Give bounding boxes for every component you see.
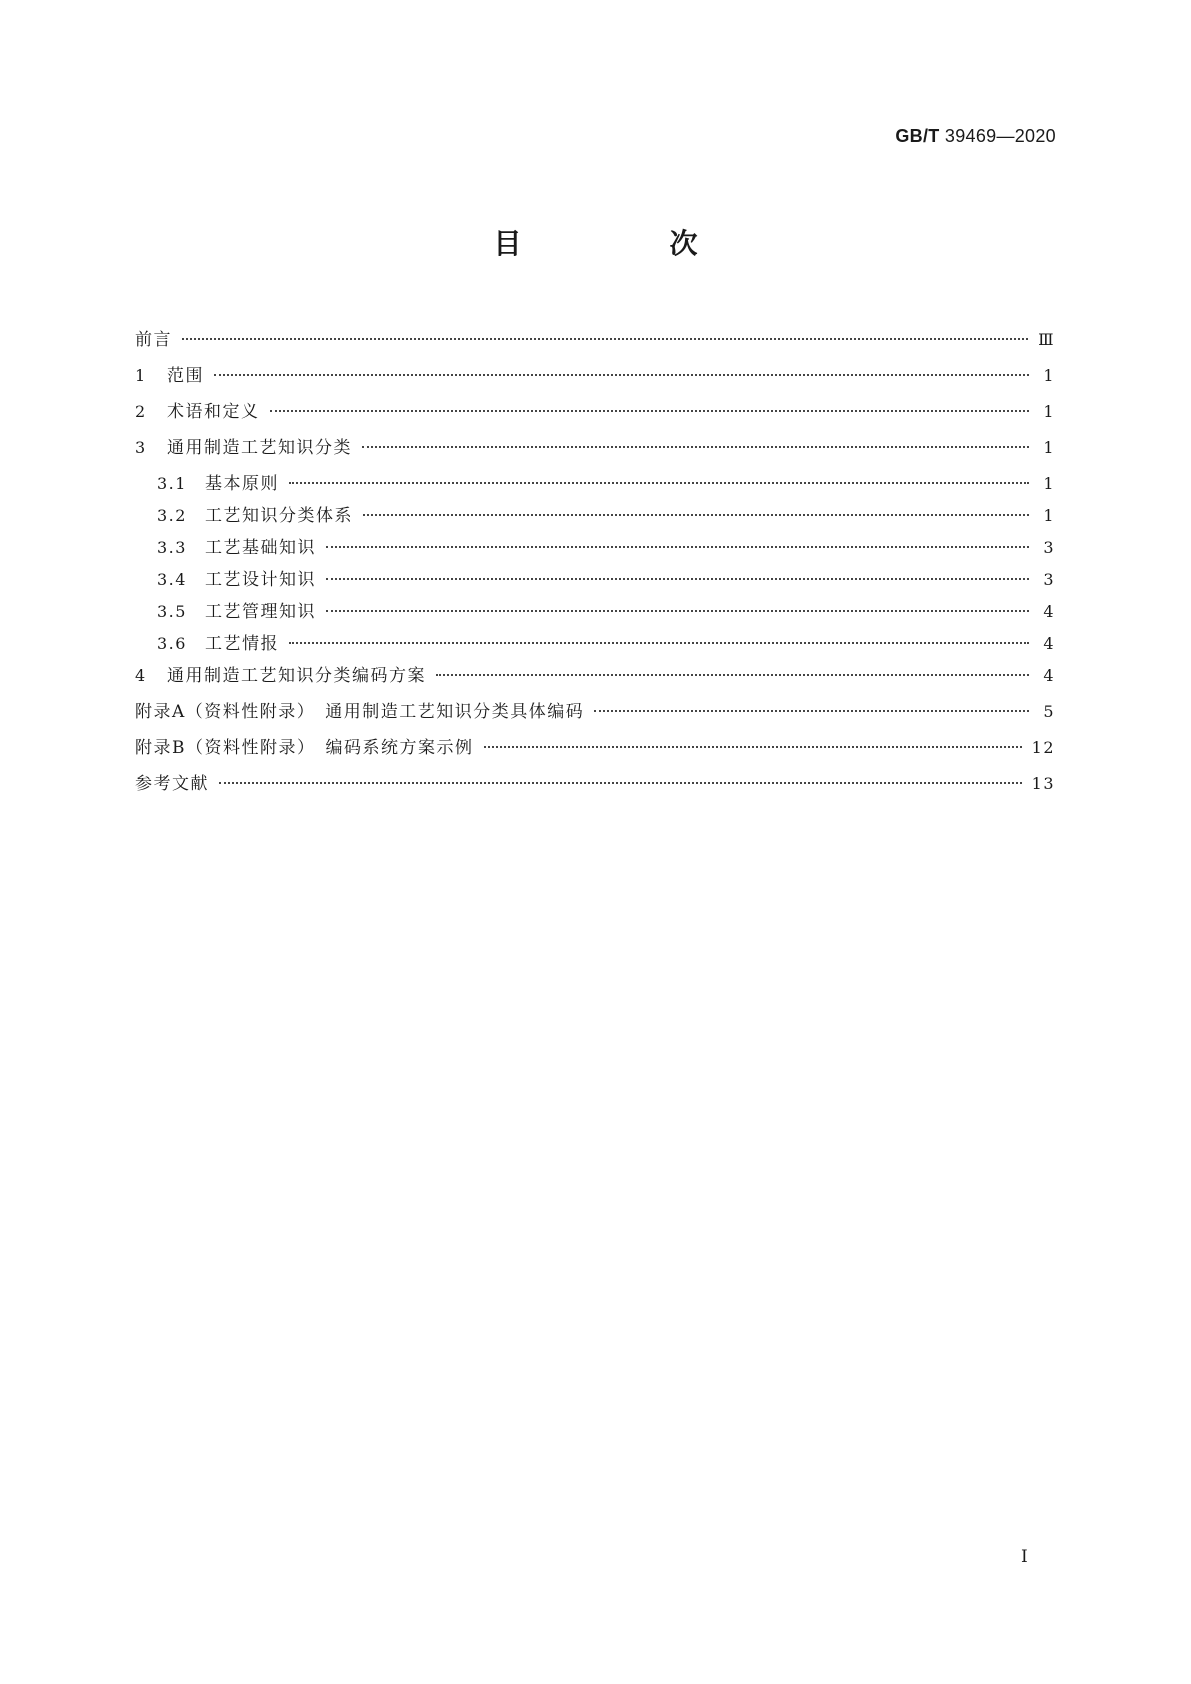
- toc-entry-number: 3: [135, 438, 147, 457]
- toc-entry-title: 工艺管理知识: [205, 602, 316, 622]
- toc-entry-page: 3: [1043, 570, 1055, 589]
- standard-code-number: 39469—2020: [944, 126, 1056, 146]
- toc-entry-title: 基本原则: [205, 474, 279, 494]
- toc-entry-page: 4: [1043, 666, 1055, 685]
- toc-entry[interactable]: [135, 469, 1055, 501]
- page-number: I: [1021, 1547, 1028, 1567]
- toc-entry[interactable]: [135, 769, 1055, 805]
- toc-entry[interactable]: [135, 397, 1055, 433]
- toc-entry[interactable]: [135, 733, 1055, 769]
- toc-entry-page: 4: [1043, 602, 1055, 621]
- toc-entry-page: 12: [1031, 738, 1055, 757]
- toc-entry-title: 工艺设计知识: [205, 570, 316, 590]
- toc-dot-leader: [289, 642, 1029, 644]
- toc-dot-leader: [219, 782, 1022, 784]
- toc-dot-leader: [363, 514, 1029, 516]
- standard-code: [895, 126, 1056, 147]
- toc-entry[interactable]: [135, 565, 1055, 597]
- page-title: 目 次: [493, 227, 758, 260]
- toc-entry-page: 5: [1043, 702, 1055, 721]
- toc-entry[interactable]: [135, 597, 1055, 629]
- toc-entry-page: 1: [1043, 402, 1055, 421]
- toc-entry-title: 范围: [167, 366, 204, 386]
- toc-entry-title: 附录A（资料性附录） 通用制造工艺知识分类具体编码: [135, 702, 585, 722]
- toc-entry-title: 工艺基础知识: [205, 538, 316, 558]
- toc-entry-title: 术语和定义: [167, 402, 260, 422]
- toc-entry-number: 3.2: [157, 506, 187, 525]
- toc-entry-number: 3.5: [157, 602, 187, 621]
- toc-entry-number: 4: [135, 666, 147, 685]
- toc-entry[interactable]: [135, 661, 1055, 697]
- toc-dot-leader: [182, 338, 1028, 340]
- toc-dot-leader: [326, 578, 1029, 580]
- toc-entry-number: 3.4: [157, 570, 187, 589]
- toc-entry-number: 1: [135, 366, 147, 385]
- standard-code-prefix: GB/T: [895, 126, 940, 146]
- toc-dot-leader: [362, 446, 1029, 448]
- toc-entry-page: 13: [1031, 774, 1055, 793]
- toc-entry[interactable]: [135, 697, 1055, 733]
- toc-entry-page: 1: [1043, 506, 1055, 525]
- toc-entry-page: Ⅲ: [1038, 330, 1055, 349]
- toc-entry-title: 通用制造工艺知识分类: [167, 438, 352, 458]
- toc-entry-title: 工艺知识分类体系: [205, 506, 353, 526]
- toc-entry[interactable]: [135, 501, 1055, 533]
- toc-entry-number: 2: [135, 402, 147, 421]
- toc-entry-title: 附录B（资料性附录） 编码系统方案示例: [135, 738, 474, 758]
- toc-entry-title: 工艺情报: [205, 634, 279, 654]
- toc-entry-title: 参考文献: [135, 774, 209, 794]
- toc-dot-leader: [484, 746, 1022, 748]
- toc-dot-leader: [270, 410, 1030, 412]
- toc-entry[interactable]: [135, 361, 1055, 397]
- toc-entry-page: 1: [1043, 438, 1055, 457]
- toc-entry-page: 1: [1043, 366, 1055, 385]
- toc-entry[interactable]: [135, 325, 1055, 361]
- toc-dot-leader: [326, 610, 1029, 612]
- toc-dot-leader: [436, 674, 1029, 676]
- toc-dot-leader: [214, 374, 1029, 376]
- toc-entry-title: 通用制造工艺知识分类编码方案: [167, 666, 426, 686]
- toc-entry-number: 3.6: [157, 634, 187, 653]
- toc-entry-title: 前言: [135, 330, 172, 350]
- toc-entry-page: 4: [1043, 634, 1055, 653]
- toc-entry-page: 1: [1043, 474, 1055, 493]
- toc-dot-leader: [326, 546, 1029, 548]
- toc-entry[interactable]: [135, 629, 1055, 661]
- toc-entry-number: 3.1: [157, 474, 187, 493]
- table-of-contents: [135, 325, 1055, 805]
- toc-entry[interactable]: [135, 433, 1055, 469]
- toc-entry-number: 3.3: [157, 538, 187, 557]
- toc-entry-page: 3: [1043, 538, 1055, 557]
- toc-dot-leader: [289, 482, 1029, 484]
- toc-dot-leader: [594, 710, 1029, 712]
- toc-entry[interactable]: [135, 533, 1055, 565]
